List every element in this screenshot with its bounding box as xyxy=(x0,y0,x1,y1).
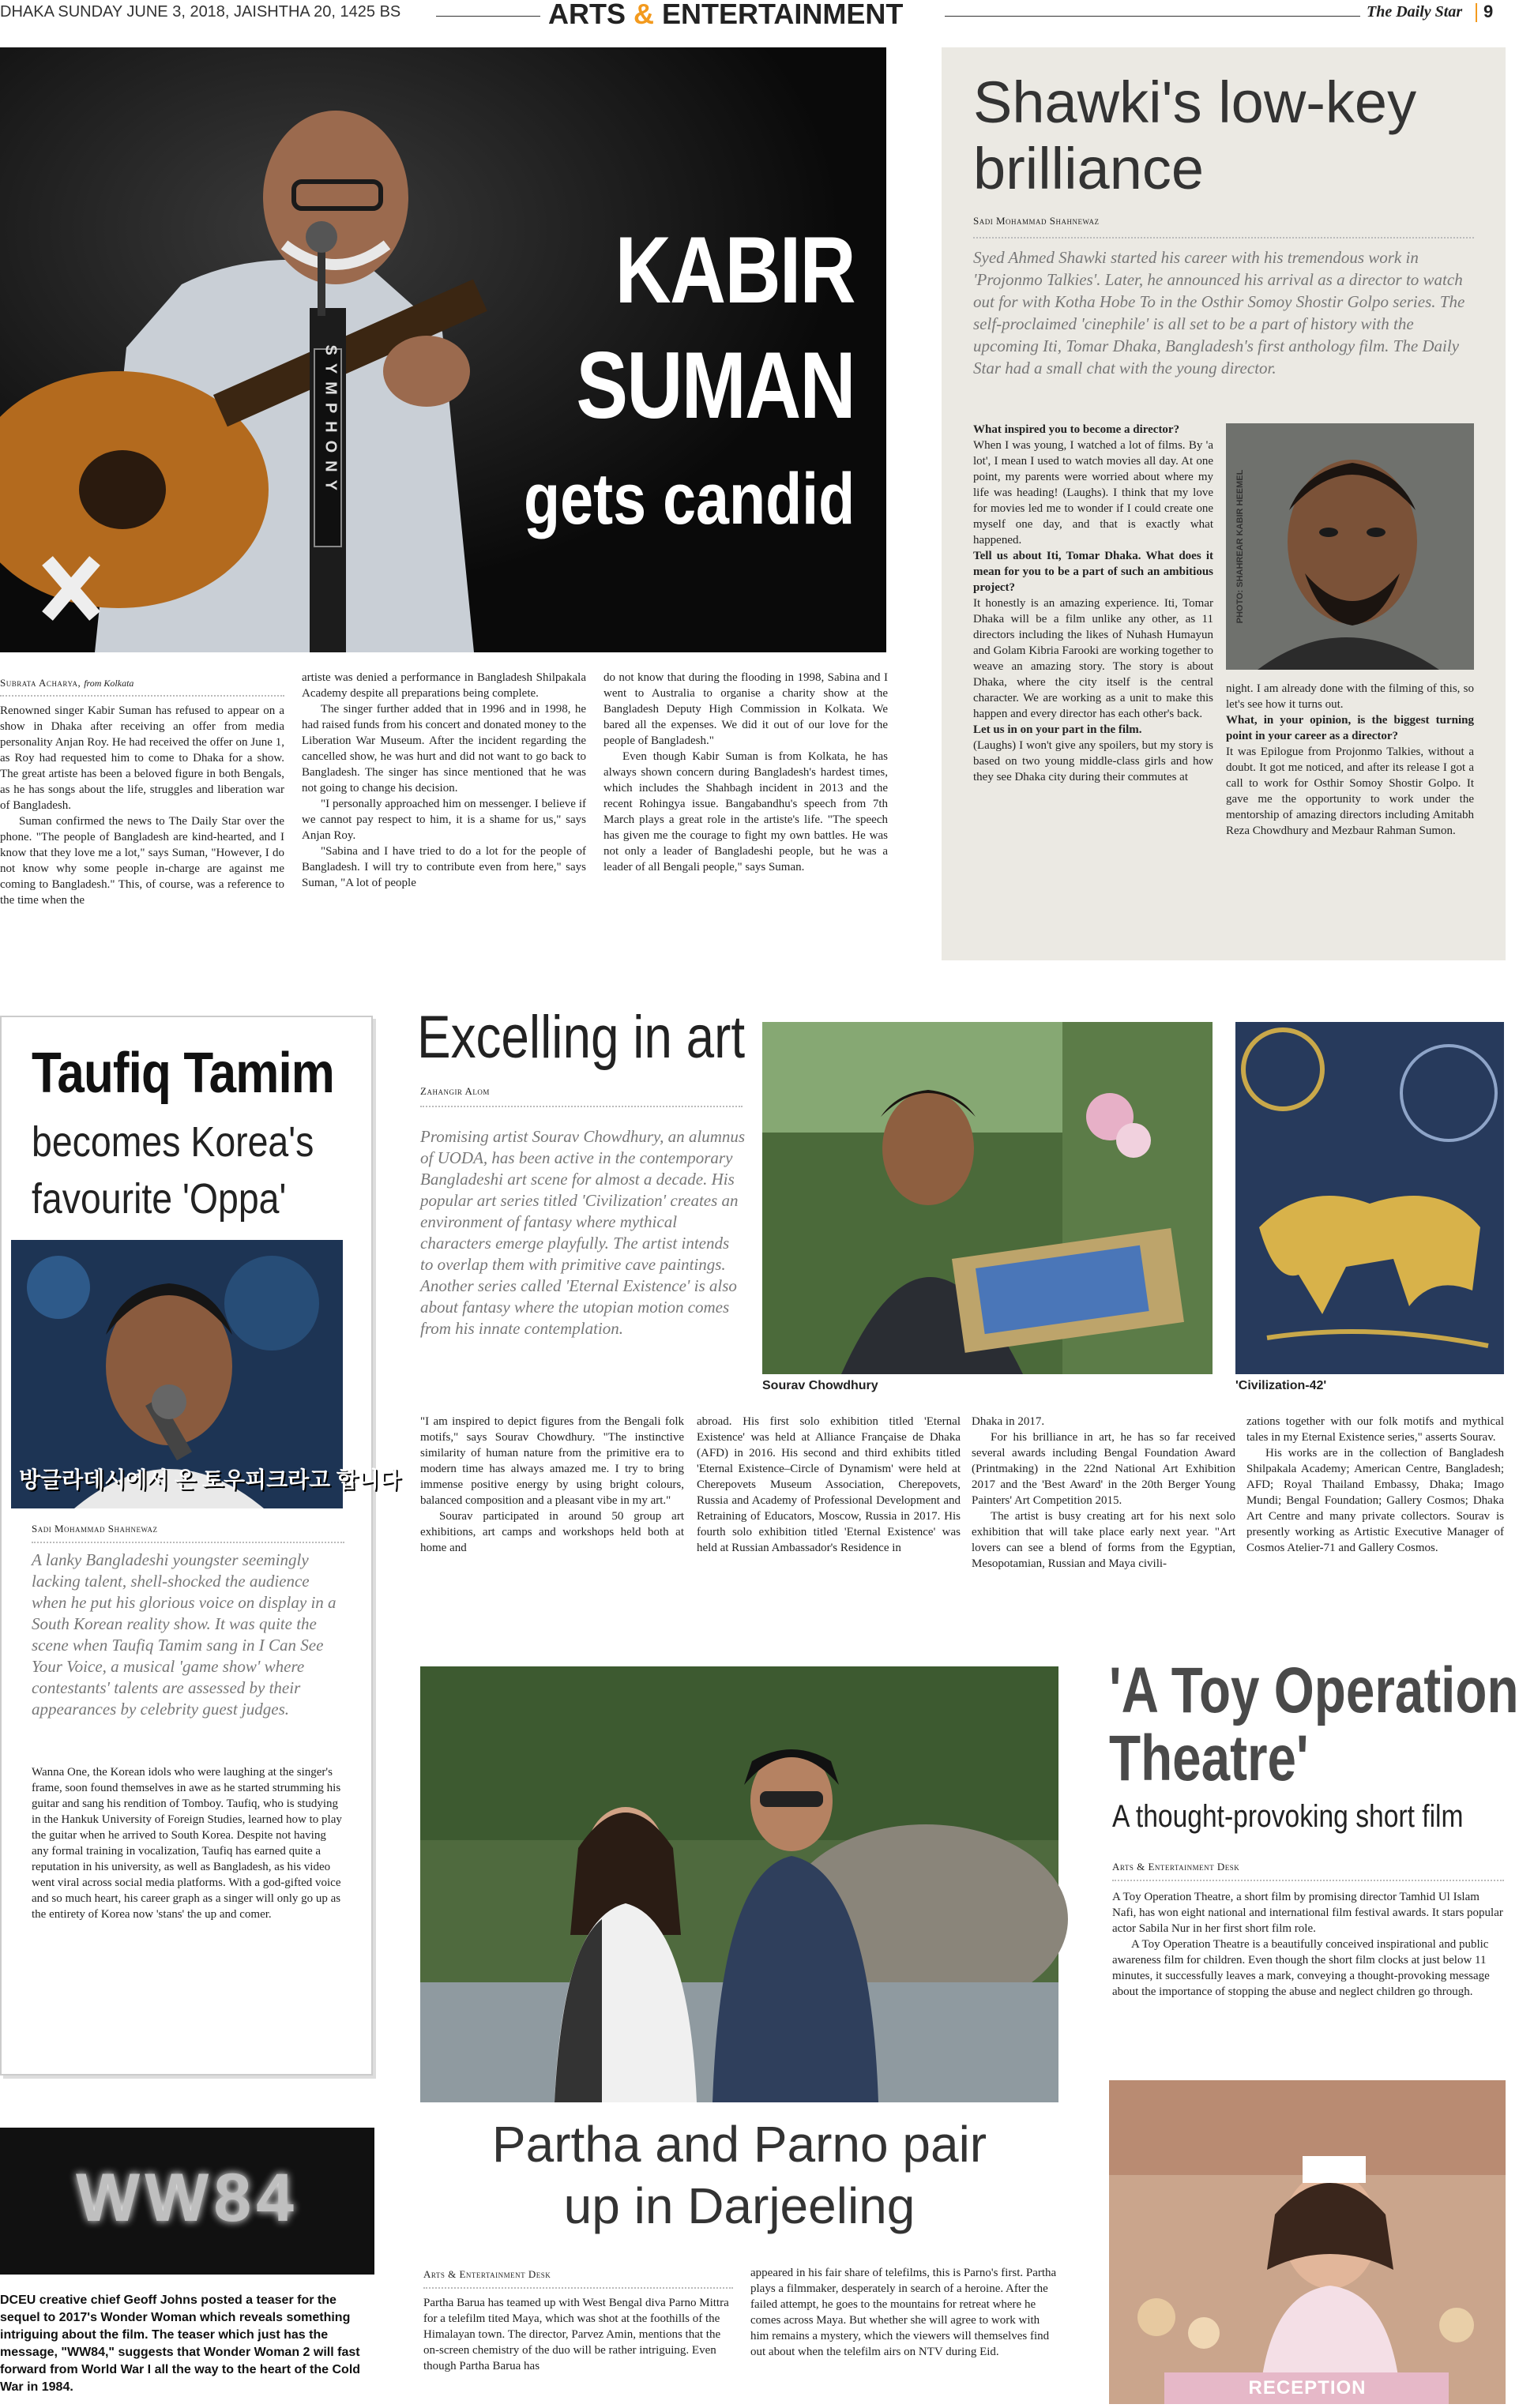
kabir-col1-para-2: Suman confirmed the news to The Daily Star over the phone. "The people of Bangladesh are kind-hearted, and I know that they love me a lot," says Suman, "However, I do not know why some people in-charge are against me coming to Bangladesh." This, of course, was a reference to the time when the xyxy=(0,815,284,907)
kabir-col2-para-2: The singer further added that in 1996 and in 1998, he had raised funds from his concert and donated money to the Liberation War Museum. After the incident regarding the cancelled show, he was hurt and did not want to go back to Bangladesh. The singer has since mentioned that he was not going to change his decision. xyxy=(302,703,586,795)
taufiq-subhead: becomes Korea's favourite 'Oppa' xyxy=(32,1118,314,1223)
ww84-image xyxy=(0,2128,374,2275)
kabir-headline-3: gets candid xyxy=(523,459,855,539)
ww84-logo: WW84 xyxy=(76,2160,299,2236)
excelling-column-2 xyxy=(697,1414,961,1556)
ww84-caption: DCEU creative chief Geoff Johns posted a teaser for the sequel to 2017's Wonder Woman which reveals something intriguing about the film. The teaser which just has the message, "WW84," suggests that Wonder Woman 2 will fast forward from World War I all the way to the heart of the Cold War in 1984. xyxy=(0,2293,361,2394)
shawki-answer-3-continued: night. I am already done with the filming of this, so let's see how it turns out. xyxy=(1226,682,1474,711)
partha-parno-illustration xyxy=(420,1666,1058,2102)
toy-subhead: A thought-provoking short film xyxy=(1112,1799,1464,1834)
shawki-headline: Shawki's low-key brilliance xyxy=(973,69,1417,201)
toy-para-1: A Toy Operation Theatre, a short film by promising director Tamhid Ul Islam Nafi, has won eight national and international film festival awards. It stars popular actor Sabila Nur in her first short film role. xyxy=(1112,1891,1503,1935)
taufiq-byline-rule xyxy=(32,1542,344,1543)
kabir-headline-2: SUMAN xyxy=(576,332,855,438)
kabir-headline-1: KABIR xyxy=(615,217,855,323)
partha-column-2: appeared in his fair share of telefilms, this is Parno's first. Partha plays a filmmaker, desperately in search of a heroine. After the failed attempt, he goes to the mountains for retreat where he comes across Maya. But whether she will agree to work with him remains a mystery, which the viewers will themselves find out about when the telefilm airs on NTV during Eid. xyxy=(750,2267,1057,2358)
taufiq-byline: Sadi Mohammad Shahnewaz xyxy=(32,1523,158,1535)
excelling-column-4 xyxy=(1246,1414,1504,1556)
guitar-strap-text xyxy=(321,345,340,416)
toy-byline-rule xyxy=(1112,1880,1504,1881)
shawki-answer-3: (Laughs) I won't give any spoilers, but my story is based on two young middle-class girls and how they see Dhaka city during their commutes at xyxy=(973,739,1213,783)
page-number: 9 xyxy=(1483,2,1494,21)
shawki-question-1: What inspired you to become a director? xyxy=(973,423,1180,436)
shawki-question-4: What, in your opinion, is the biggest turning point in your career as a director? xyxy=(1226,714,1474,742)
excelling-col4-para-1: zations together with our folk motifs and mythical tales in my Eternal Existence series," asserts Sourav. xyxy=(1246,1415,1504,1444)
taufiq-panel xyxy=(0,1016,401,2076)
civilization-caption: 'Civilization-42' xyxy=(1235,1379,1327,1392)
shawki-qa-left xyxy=(973,422,1213,785)
kabir-col2-para-3: "I personally approached him on messenger. I believe if we cannot pay respect to him, it is a shame for us," says Anjan Roy. xyxy=(302,798,586,842)
kabir-column-3 xyxy=(603,670,888,875)
shawki-qa-right xyxy=(1226,681,1474,839)
kabir-byline xyxy=(0,676,284,690)
kabir-byline-from: from Kolkata xyxy=(84,678,134,689)
toy-photo xyxy=(1109,2080,1506,2404)
civilization-artwork-illustration xyxy=(1235,1022,1504,1374)
excelling-col3-para-1: Dhaka in 2017. xyxy=(972,1415,1045,1428)
excelling-col3-para-2: For his brilliance in art, he has so far received several awards including Bengal Foundation Award (Printmaking) in the 22nd National Art Exhibition 2017 and the 'Best Award' in the 20th Berger Young Painters' Art Competition 2015. xyxy=(972,1431,1235,1507)
excelling-byline: Zahangir Alom xyxy=(420,1085,490,1097)
excelling-col2-para-1: abroad. His first solo exhibition titled 'Eternal Existence' was held at Alliance Française de Dhaka (AFD) in 2016. His second and third exhibits titled 'Eternal Existence–Circle of Dynamism' were held at Cherepovets Museum Association, Cherepovets, Russia and Academy of Professional Development and Retraining of Educators, Moscow, Russia in 2017. His fourth solo exhibition titled 'Eternal Existence' was held at Russian Ambassador's Residence in xyxy=(697,1415,961,1554)
shawki-byline: Sadi Mohammad Shahnewaz xyxy=(973,215,1100,227)
page-number-divider xyxy=(1476,3,1477,22)
partha-byline: Arts & Entertainment Desk xyxy=(423,2268,551,2280)
excelling-intro: Promising artist Sourav Chowdhury, an alumnus of UODA, has been active in the contemporary Bangladeshi art scene for almost a decade. His popular art series titled 'Civilization' creates an environment of fantasy where mythical characters emerge playfully. The artist intends to overlap them with primitive cave paintings. Another series called 'Eternal Existence' is also about fantasy where the utopian motion comes from his innate contemplation. xyxy=(420,1127,746,1338)
kabir-col2-para-4: "Sabina and I have tried to do a lot for the people of Bangladesh. I will try to contribute even from here," says Suman, "A lot of people xyxy=(302,845,586,889)
partha-byline-rule xyxy=(423,2287,733,2289)
toy-reception-sign: RECEPTION xyxy=(1248,2377,1367,2399)
excelling-headline: Excelling in art xyxy=(417,1004,746,1071)
shawki-byline-rule xyxy=(973,237,1474,239)
shawki-intro: Syed Ahmed Shawki started his career with his tremendous work in 'Projonmo Talkies'. Later, he announced his arrival as a director to watch out for with Kotha Hobe To in the Osthir Somoy Shostir Golpo series. The self-proclaimed 'cinephile' is all set to be a part of history with the upcoming Iti, Tomar Dhaka, Bangladesh's first anthology film. The Daily Star had a small chat with the young director. xyxy=(973,248,1465,378)
shawki-portrait xyxy=(1226,423,1474,670)
shawki-answer-4: It was Epilogue from Projonmo Talkies, without a doubt. It got me noticed, and after its release I got a call to work for Osthir Somoy Shostir Golpo. It gave me the opportunity to work under the mentorship of amazing directors including Amitabh Reza Chowdhury and Mezbaur Rahman Sumon. xyxy=(1226,746,1474,837)
excelling-col1-para-2: Sourav participated in around 50 group art exhibitions, art camps and workshops held both at home and xyxy=(420,1510,684,1554)
sourav-photo xyxy=(762,1022,1213,1374)
taufiq-photo xyxy=(11,1240,401,1508)
taufiq-headline: Taufiq Tamim xyxy=(32,1042,335,1105)
partha-headline-2: up in Darjeeling xyxy=(563,2177,916,2234)
toy-photo-illustration xyxy=(1109,2080,1506,2404)
civilization-artwork xyxy=(1235,1022,1504,1374)
excelling-col1-para-1: "I am inspired to depict figures from the Bengali folk motifs," says Sourav Chowdhury. "The instinctive similarity of human nature from the primitive era to modern time has always amazed me. I try to bring immense positive energy by using bright colours, balanced composition and a pleasant vibe in my art." xyxy=(420,1415,684,1507)
partha-parno-photo xyxy=(420,1666,1058,2102)
shawki-photo-credit: PHOTO: SHAHREAR KABIR HEEMEL xyxy=(1235,469,1245,624)
toy-body xyxy=(1112,1889,1504,2000)
header-rule-left xyxy=(436,16,540,17)
kabir-column-2 xyxy=(302,670,586,891)
excelling-byline-rule xyxy=(420,1106,743,1107)
shawki-question-3: Let us in on your part in the film. xyxy=(973,723,1142,736)
excelling-col3-para-3: The artist is busy creating art for his next solo exhibition that will take place early next year. "Art lovers can see a blend of forms from the Egyptian, Mesopotamian, Russian and Maya civili- xyxy=(972,1510,1235,1570)
kabir-byline-name: Subrata Acharya, xyxy=(0,677,81,689)
taufiq-body: Wanna One, the Korean idols who were laughing at the singer's frame, soon found themselves in awe as he started strumming his guitar and sang his rendition of Tomboy. Taufiq, who is studying in the Hankuk University of Foreign Studies, learned how to play the guitar when he arrived to South Korea. Despite not having any formal training in vocalization, Taufiq has earned quite a reputation in his university, as well as Bangladesh, as his video went viral across social media platforms. With a god-gifted voice and so much heart, his career graph as a singer will only go up as the entirety of Korea now 'stans' the up and comer. xyxy=(32,1766,342,1921)
partha-column-1: Partha Barua has teamed up with West Bengal diva Parno Mittra for a telefilm tited Maya, which was shot at the foothills of the Himalayan town. The director, Parvez Amin, mentions that the on-screen chemistry of the duo will be rather intriguing. Even though Partha Barua has xyxy=(423,2297,729,2372)
excelling-col4-para-2: His works are in the collection of Bangladesh Shilpakala Academy; American Centre, Bangladesh; AFD; Royal Thailand Embassy, Dhaka; Imago Mundi; Bengal Foundation; Gallery Cosmos; Dhaka Art Centre and many private collectors. Sourav is presently working as Artistic Executive Manager of Cosmos Atelier-71 and Gallery Cosmos. xyxy=(1246,1447,1504,1554)
section-title-arts: ARTS xyxy=(548,0,626,30)
toy-para-2: A Toy Operation Theatre is a beautifully conceived inspirational and public awareness film for children. Even though the short film clocks at just below 11 minutes, it successfully leaves a mark, conveying a thought-provoking message about the importance of stopping the abuse and neglect children go through. xyxy=(1112,1938,1490,1998)
kabir-col3-para-1: do not know that during the flooding in 1998, Sabina and I went to Australia to organise a charity show at the Bangladesh Deputy High Commission in Kolkata. We bared all the expenses. We did it out of our love for the people of Bangladesh." xyxy=(603,671,888,747)
masthead-logo: The Daily Star xyxy=(1367,3,1463,21)
shawki-answer-2: It honestly is an amazing experience. Iti, Tomar Dhaka will be a film unlike any other, as 11 directors including the likes of Nuhash Humayun and Golam Kibria Farooki are working together to weave an amazing story. The story is about Dhaka, where the city itself is the central character. We are working as a unit to make this happen and every director has each other's back. xyxy=(973,597,1213,720)
kabir-suman-photo xyxy=(0,47,886,652)
dateline: DHAKA SUNDAY JUNE 3, 2018, JAISHTHA 20, 1425 BS xyxy=(0,3,401,21)
section-title-amp: & xyxy=(634,0,655,30)
kabir-byline-rule xyxy=(0,695,284,697)
section-title-entertainment: ENTERTAINMENT xyxy=(662,0,904,30)
toy-byline: Arts & Entertainment Desk xyxy=(1112,1861,1240,1873)
shawki-answer-1: When I was young, I watched a lot of films. By 'a lot', I mean I used to watch movies all day. At one point, my parents were worried about where my life was heading! (Laughs). I think that my love for movies led me to wonder if I could create one myself one day, and that is exactly what happened. xyxy=(973,439,1213,547)
sourav-photo-caption: Sourav Chowdhury xyxy=(762,1379,878,1392)
shawki-panel xyxy=(942,47,1506,960)
kabir-col1-para-1: Renowned singer Kabir Suman has refused to appear on a show in Dhaka after receiving an offer from media personality Anjan Roy. He had received the offer on June 1, as Roy had requested him to come to Dhaka for a show. The great artiste has been a beloved figure in both Bengals, as he has songs about the life, struggles and liberation war of Bangladesh. xyxy=(0,704,284,812)
toy-headline-1: 'A Toy Operation xyxy=(1109,1655,1519,1726)
taufiq-screen-caption: 방글라데시에서 온 토우피크라고 합니다 xyxy=(19,1467,401,1492)
taufiq-intro: A lanky Bangladeshi youngster seemingly lacking talent, shell-shocked the audience when he put his glorious voice on display in a South Korean reality show. It was quite the scene when Taufiq Tamim sang in I Can See Your Voice, a musical 'game show' where contestants' talents are assessed by their appearances by celebrity guest judges. xyxy=(32,1550,337,1719)
kabir-col2-para-1: artiste was denied a performance in Bangladesh Shilpakala Academy despite all preparations being complete. xyxy=(302,671,586,700)
excelling-column-3 xyxy=(972,1414,1235,1572)
kabir-col3-para-2: Even though Kabir Suman is from Kolkata, he has always shown concern during Bangladesh's hardest times, which includes the Shahbagh incident in 2013 and the recent Rohingya issue. Bangabandhu's speech from 7th March plays a great role in the artiste's life. "The speech has given me the courage to fight my own battles. He was not only a leader of Bangladeshi people, but he was a leader of all Bengali people," says Suman. xyxy=(603,750,888,873)
section-title xyxy=(548,0,903,31)
page-header xyxy=(0,0,1507,30)
sourav-photo-illustration xyxy=(762,1022,1213,1374)
header-rule-right xyxy=(945,16,1360,17)
shawki-portrait-illustration xyxy=(1226,423,1474,670)
toy-headline-2: Theatre' xyxy=(1109,1722,1309,1794)
partha-headline-1: Partha and Parno pair xyxy=(491,2116,987,2173)
kabir-column-1 xyxy=(0,703,284,908)
shawki-question-2: Tell us about Iti, Tomar Dhaka. What does it mean for you to be a part of such an ambitious project? xyxy=(973,550,1213,594)
excelling-column-1 xyxy=(420,1414,684,1556)
